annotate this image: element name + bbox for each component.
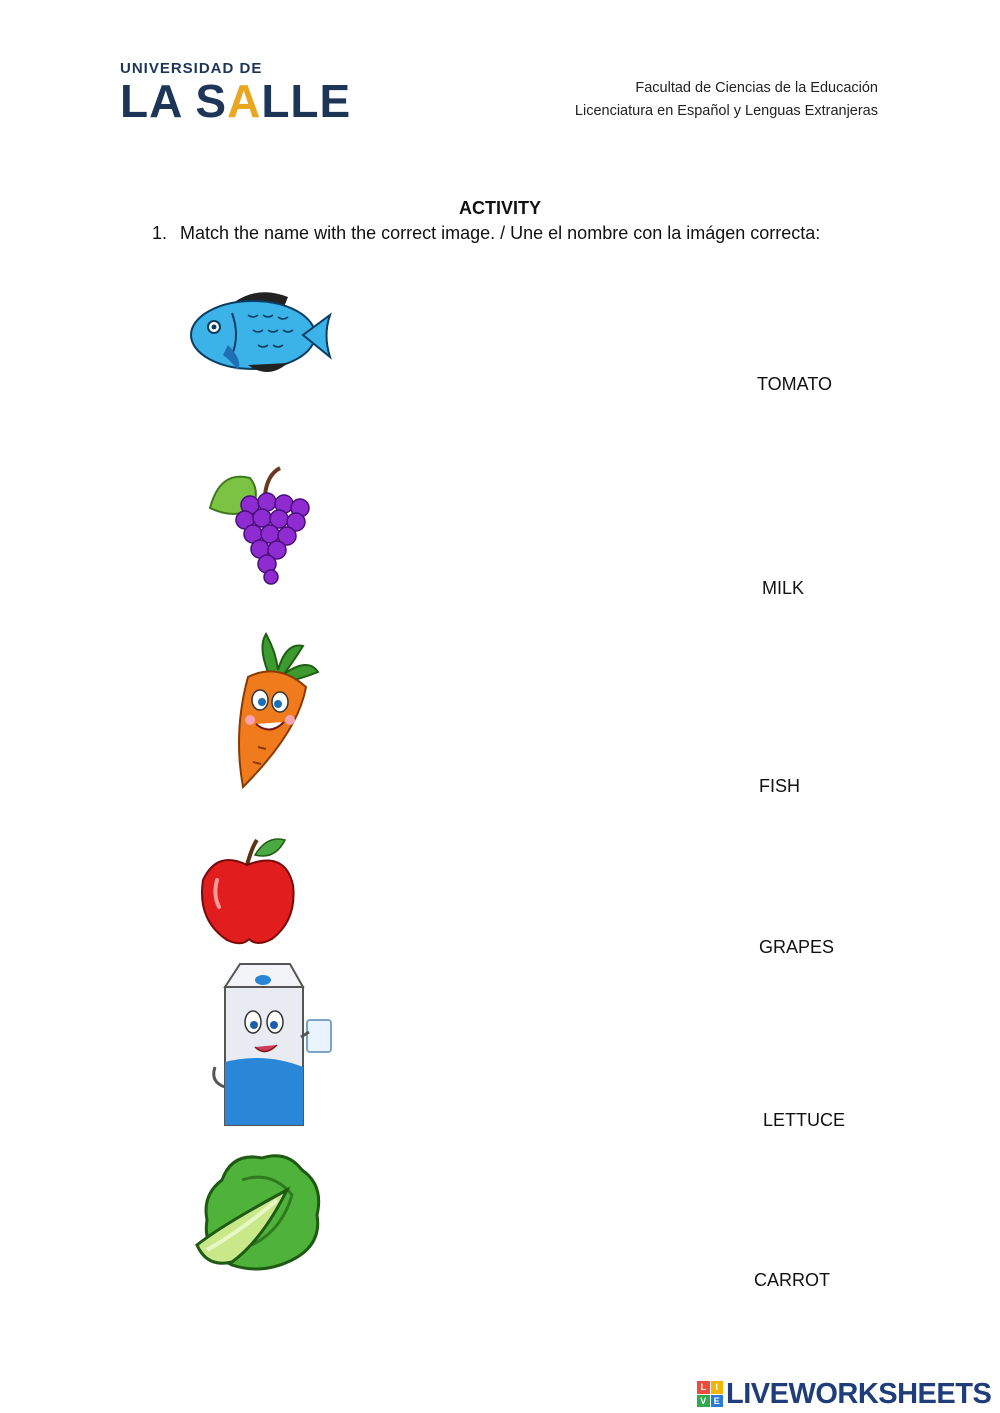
brand-mark-icon: L I V E (697, 1381, 723, 1407)
word-label[interactable]: TOMATO (757, 374, 833, 394)
brand-text: LIVEWORKSHEETS (726, 1377, 992, 1410)
word-label[interactable]: GRAPES (759, 937, 835, 957)
faculty-line-2: Licenciatura en Español y Lenguas Extranjeras (574, 103, 878, 119)
university-logo (120, 76, 351, 126)
logo-top-text: UNIVERSIDAD DE (120, 60, 263, 77)
word-label[interactable]: CARROT (754, 1270, 830, 1290)
word-label[interactable]: LETTUCE (763, 1110, 846, 1130)
logo-part1: LA S (120, 75, 228, 127)
carrot-icon[interactable] (228, 632, 323, 792)
lettuce-icon[interactable] (192, 1150, 327, 1278)
apple-icon[interactable] (197, 835, 299, 947)
word-label[interactable]: MILK (762, 578, 805, 598)
liveworksheets-brand (697, 1376, 991, 1412)
faculty-line-1: Facultad de Ciencias de la Educación (635, 80, 878, 96)
instruction-text: Match the name with the correct image. / Une el nombre con la imágen correcta: (180, 223, 821, 243)
activity-title: ACTIVITY (458, 198, 541, 218)
fish-icon[interactable] (188, 285, 333, 380)
logo-part2: LLE (261, 75, 352, 127)
grapes-icon[interactable] (205, 460, 315, 585)
word-label[interactable]: FISH (759, 776, 801, 796)
instruction (152, 223, 820, 244)
milk-carton-icon[interactable] (205, 962, 337, 1130)
instruction-number: 1. (152, 223, 168, 243)
logo-accent: A (227, 75, 262, 127)
